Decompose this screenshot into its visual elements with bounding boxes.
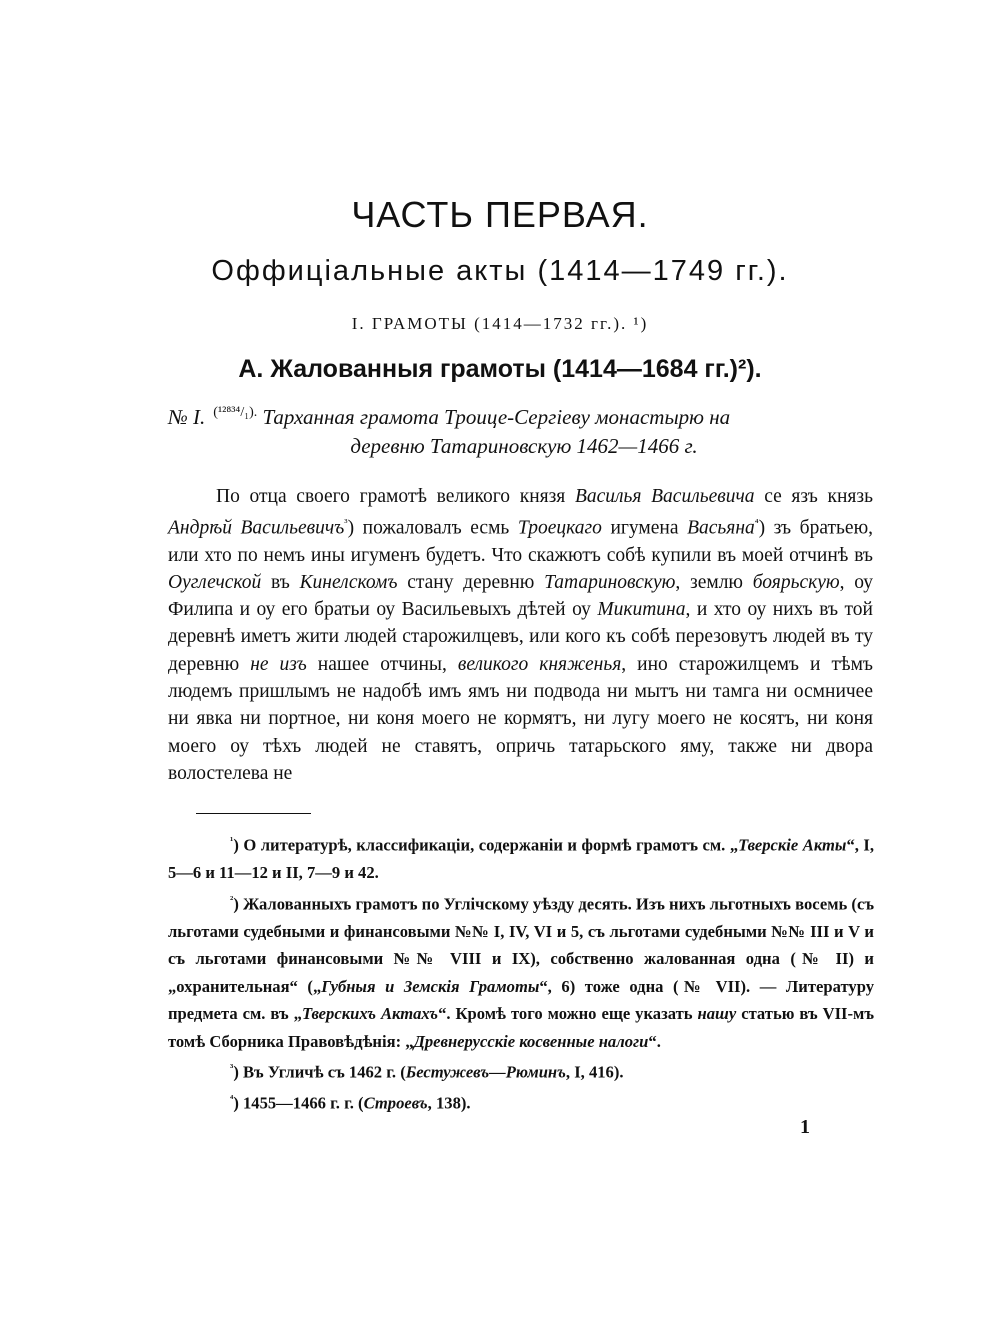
document-code: (¹²⁸³⁴/₁).: [213, 405, 258, 420]
footnote-1: $^{^1}$) О литературѣ, классификаціи, содержаніи и формѣ грамотъ см. „Тверскіе Акты“, I, 5—6 и 11—12 и II, 7—9 и 42.: [168, 835, 874, 883]
page-number: 1: [800, 1116, 810, 1138]
section-heading: I. ГРАМОТЫ (1414—1732 гг.). ¹): [351, 314, 649, 333]
document-title-continued: деревню Татариновскую 1462—1466 г.: [350, 434, 698, 458]
part-title: ЧАСТЬ ПЕРВАЯ.: [351, 194, 649, 235]
document-heading: [168, 398, 880, 461]
document-title: Тарханная грамота Троице-Сергіеву монастырю на: [262, 405, 731, 429]
document-number: № I.: [168, 405, 206, 429]
footnote-4: $^{^4}$) 1455—1466 г. г. (Строевъ, 138).: [230, 1093, 471, 1113]
footnotes: [168, 828, 874, 1117]
footnote-2: $^{^2}$) Жалованныхъ грамотъ по Углічскому уѣзду десять. Изъ нихъ льготныхъ восемь (съ льготами судебными и финансовыми №№ I, IV, VI и 5, съ льготами судебными №№ III и V и съ льготами финансовыми №№ VIII и IX), собственно жалованная одна (№ II) и „охранительная“ („Губныя и Земскія Грамоты“, 6) тоже одна (№ VII). — Литературу предмета см. въ „Тверскихъ Актахъ“. Кромѣ того можно еще указать нашу статью въ VII-мъ томѣ Сборника Правовѣдѣнія: „Древнерусскіе косвенные налоги“.: [168, 893, 875, 1051]
subsection-heading: А. Жалованныя грамоты (1414—1684 гг.)²).: [238, 355, 762, 383]
part-subtitle: Оффиціальные акты (1414—1749 гг.).: [211, 255, 789, 287]
charter-text: По отца своего грамотѣ великого князя Василья Васильевича се язъ князь Андрѣй Васильевичъ$^{^3}$) пожаловалъ есмь Троецкаго игумена Васьяна$^{^4}$) зъ братьею, или хто по немъ ины игуменъ будетъ. Что скажютъ собѣ купили въ моей отчинѣ въ Оуглечской въ Кинелскомъ стану деревню Татариновскую, землю боярьскую, оу Филипа и оу его братьи оу Васильевыхъ дѣтей оу Микитина, и хто оу нихъ въ той деревнѣ иметъ жити людей старожилцевъ, или кого къ собѣ перезовутъ людей въ ту деревню не изъ нашее отчины, великого княженья, ино старожилцемъ и тѣмъ людемъ пришлымъ не надобѣ имъ ямъ ни подвода ни мытъ ни тамга ни осмничее ни явка ни портное, ни коня моего не кормятъ, ни лугу моего не косятъ, ни коня моего оу тѣхъ людей не ставятъ, опричь татарьского яму, также ни двора волостелева не: [168, 485, 874, 784]
footnote-divider: [196, 813, 311, 814]
footnote-3: $^{^3}$) Въ Угличѣ съ 1462 г. (Бестужевъ—Рюминъ, I, 416).: [230, 1062, 624, 1082]
